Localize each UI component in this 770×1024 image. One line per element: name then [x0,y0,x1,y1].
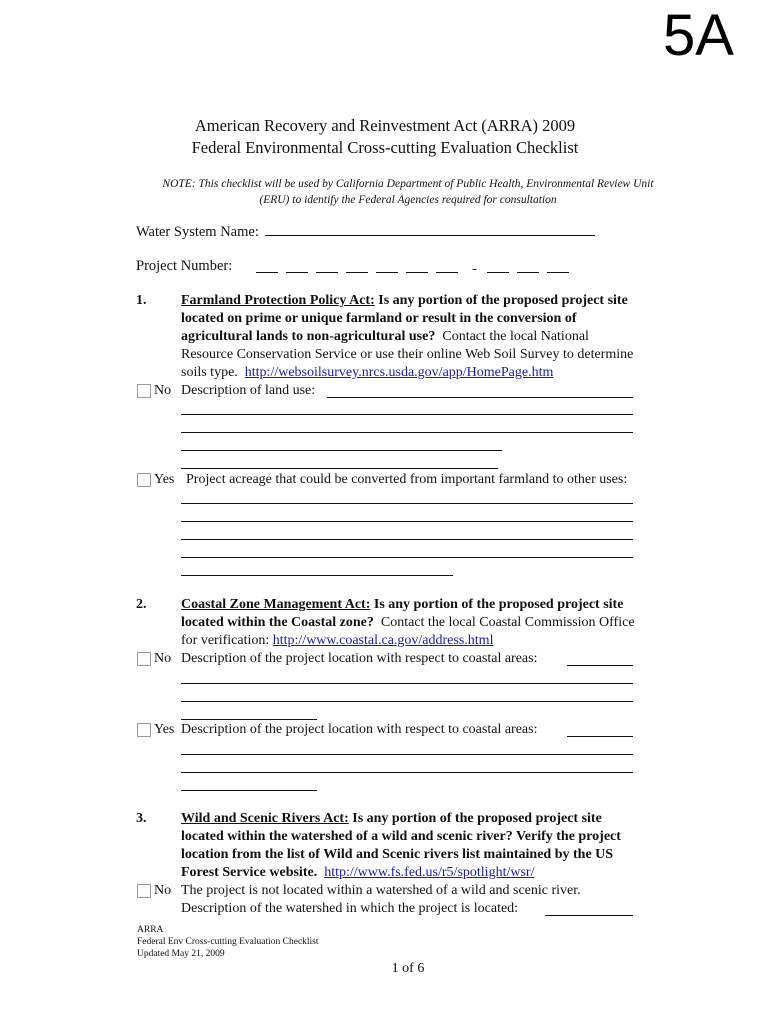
section-2-question-line2: located within the Coastal zone? Contact the local Coastal Commission Office [181,615,635,630]
note-line1: NOTE: This checklist will be used by California Department of Public Health, Environmental Review Unit [162,178,654,190]
section-1-heading: Farmland Protection Policy Act: [181,293,375,308]
section-3-link[interactable]: http://www.fs.fed.us/r5/spotlight/wsr/ [324,865,535,880]
section-1-no-line[interactable] [181,414,633,415]
section-2-instruction-line: for verification: http://www.coastal.ca.gov/address.html [181,633,494,648]
water-system-label: Water System Name: [136,224,259,240]
section-1-number: 1. [136,293,147,308]
section-3-question-line3: location from the list of Wild and Scenic rivers list maintained by the US [181,847,614,862]
section-2-heading: Coastal Zone Management Act: [181,597,371,612]
section-1-no-line[interactable] [181,432,633,433]
project-number-field[interactable] [136,258,232,275]
page-number: 1 of 6 [391,961,425,976]
section-2-yes-text: Description of the project location with respect to coastal areas: [181,722,538,737]
section-1-yes-line[interactable] [181,521,633,522]
section-3-heading: Wild and Scenic Rivers Act: [181,811,349,826]
section-1-question-line1: Farmland Protection Policy Act: Is any portion of the proposed project site [181,293,628,308]
section-1-yes-line[interactable] [181,539,633,540]
section-2-no-text: Description of the project location with respect to coastal areas: [181,651,538,666]
section-1-yes-line[interactable] [181,557,633,558]
page-tag: 5A [663,3,734,68]
note-line2: (ERU) to identify the Federal Agencies required for consultation [259,194,557,206]
project-number-separator: - [472,261,477,277]
section-2-no-line[interactable] [181,701,633,702]
section-3-no-label: No [154,883,172,898]
section-2-yes-blank[interactable] [567,736,633,737]
section-3-no-blank[interactable] [545,915,633,916]
section-1-question-line2: located on prime or unique farmland or result in the conversion of [181,311,577,326]
footer-line1: ARRA [137,925,164,935]
section-2-no-line[interactable] [181,719,317,720]
water-system-blank[interactable] [265,222,595,236]
section-2-no-label: No [154,651,172,666]
section-2-number: 2. [136,597,147,612]
section-3-question-line4: Forest Service website. http://www.fs.fed.us/r5/spotlight/wsr/ [181,865,535,880]
section-1-link[interactable]: http://websoilsurvey.nrcs.usda.gov/app/HomePage.htm [244,365,554,380]
section-3-question-line2: located within the watershed of a wild and scenic river? Verify the project [181,829,621,844]
section-2-yes-line[interactable] [181,772,633,773]
section-1-question-line3: agricultural lands to non-agricultural use? Contact the local National [181,329,589,344]
section-1-no-text: Description of land use: [181,383,316,398]
section-3-no-text2: Description of the watershed in which the project is located: [181,901,519,916]
document-title-line1: American Recovery and Reinvestment Act (ARRA) 2009 [194,116,576,135]
section-1-yes-label: Yes [154,472,175,487]
footer-line3: Updated May 21, 2009 [137,949,225,959]
section-1-no-label: No [154,383,172,398]
project-number-label: Project Number: [136,258,233,274]
section-2-no-line[interactable] [181,683,633,684]
footer-line2: Federal Env Cross-cutting Evaluation Checklist [137,937,319,947]
section-2-yes-label: Yes [154,722,175,737]
section-2-yes-line[interactable] [181,754,633,755]
section-1-instruction-line: Resource Conservation Service or use their online Web Soil Survey to determine [181,347,634,362]
section-1-no-line[interactable] [181,450,502,451]
section-1-yes-text: Project acreage that could be converted from important farmland to other uses: [186,472,628,487]
section-2-question-line1: Coastal Zone Management Act: Is any portion of the proposed project site [181,597,624,612]
section-2-link[interactable]: http://www.coastal.ca.gov/address.html [272,633,494,648]
project-number-digits[interactable] [256,260,577,278]
section-2-no-checkbox[interactable] [137,652,151,666]
section-1-yes-line[interactable] [181,575,453,576]
section-2-yes-line[interactable] [181,790,317,791]
section-3-no-checkbox[interactable] [137,884,151,898]
section-1-yes-checkbox[interactable] [137,473,151,487]
section-2-yes-checkbox[interactable] [137,723,151,737]
water-system-field[interactable] [136,222,595,241]
section-1-yes-line[interactable] [181,503,633,504]
section-3-no-text: The project is not located within a watershed of a wild and scenic river. [181,883,581,898]
section-1-no-line[interactable] [181,468,498,469]
section-1-no-checkbox[interactable] [137,384,151,398]
section-1-instruction-line2: soils type. http://websoilsurvey.nrcs.usda.gov/app/HomePage.htm [181,365,554,380]
section-3-number: 3. [136,811,147,826]
document-title-line2: Federal Environmental Cross-cutting Evaluation Checklist [191,138,579,157]
section-1-no-blank[interactable] [327,397,633,398]
section-3-question-line1: Wild and Scenic Rivers Act: Is any portion of the proposed project site [181,811,602,826]
section-2-no-blank[interactable] [567,665,633,666]
